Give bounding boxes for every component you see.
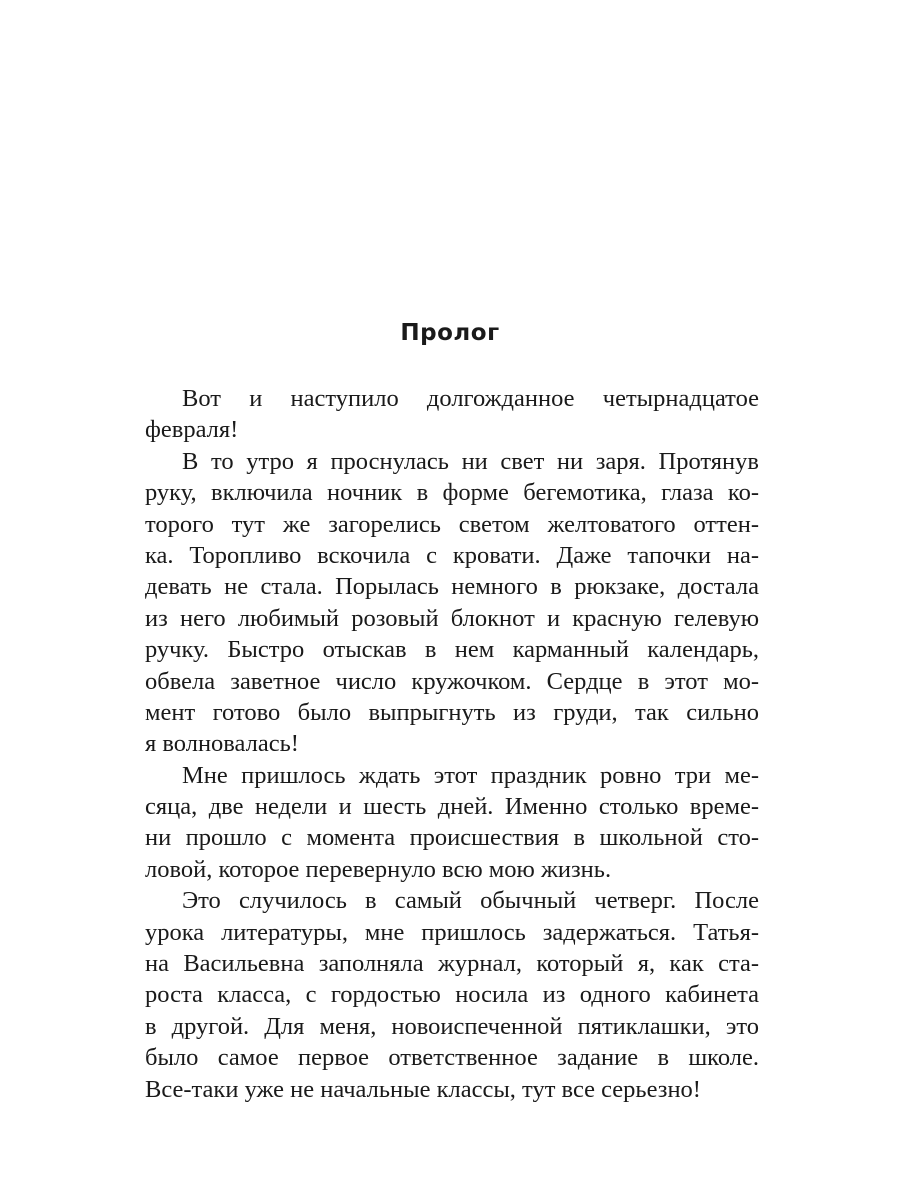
text-line: В то утро я проснулась ни свет ни заря. Протянув xyxy=(182,447,759,475)
text-line: из него любимый розовый блокнот и красную гелевую xyxy=(145,604,759,632)
text-line: ловой, которое перевернуло всю мою жизнь. xyxy=(145,855,612,883)
text-line: руку, включила ночник в форме бегемотика, глаза ко- xyxy=(145,479,759,507)
text-line: Все-таки уже не начальные классы, тут все серьезно! xyxy=(145,1075,701,1103)
text-line: роста класса, с гордостью носила из одного кабинета xyxy=(145,981,759,1009)
text-line: Вот и наступило долгожданное четырнадцатое xyxy=(182,385,759,412)
chapter-title: Пролог xyxy=(400,320,500,346)
text-line: февраля! xyxy=(145,416,239,444)
paragraph xyxy=(145,885,759,1105)
text-line: мент готово было выпрыгнуть из груди, так сильно xyxy=(145,698,759,726)
text-line: Мне пришлось ждать этот праздник ровно три ме- xyxy=(182,761,759,789)
text-line: девать не стала. Порылась немного в рюкзаке, достала xyxy=(145,573,759,601)
paragraph xyxy=(145,760,759,886)
text-line: торого тут же загорелись светом желтоватого оттен- xyxy=(145,510,759,538)
text-line: обвела заветное число кружочком. Сердце в этот мо- xyxy=(145,667,759,695)
text-line: я волновалась! xyxy=(145,730,299,758)
text-line: на Васильевна заполняла журнал, который я, как ста- xyxy=(145,950,759,978)
text-line: ручку. Быстро отыскав в нем карманный календарь, xyxy=(145,636,759,664)
text-line: урока литературы, мне пришлось задержаться. Татья- xyxy=(145,918,759,946)
text-line: ка. Торопливо вскочила с кровати. Даже тапочки на- xyxy=(145,541,759,569)
text-line: Это случилось в самый обычный четверг. После xyxy=(182,887,759,915)
text-line: сяца, две недели и шесть дней. Именно столько време- xyxy=(145,793,759,821)
text-line: в другой. Для меня, новоиспеченной пятиклашки, это xyxy=(145,1012,759,1040)
paragraph xyxy=(145,383,759,446)
text-line: было самое первое ответственное задание в школе. xyxy=(145,1044,759,1072)
text-line: ни прошло с момента происшествия в школьной сто- xyxy=(145,824,759,852)
paragraph xyxy=(145,446,759,760)
body-text xyxy=(145,383,759,1105)
